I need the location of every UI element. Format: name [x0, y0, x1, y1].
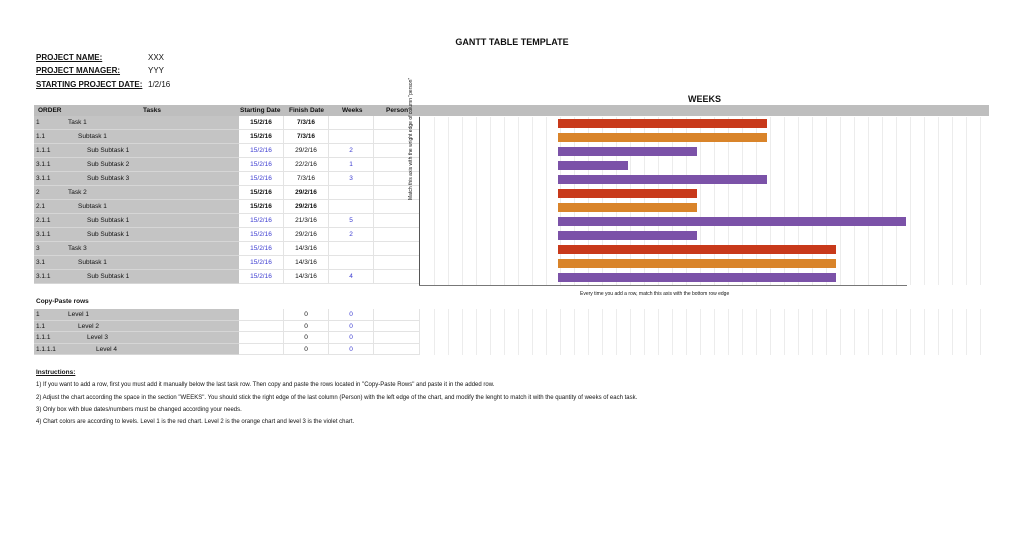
col-start: Starting Date — [240, 107, 281, 114]
grid-line — [952, 309, 953, 355]
gantt-bar-level-2[interactable] — [558, 133, 767, 142]
weeks-cell[interactable] — [329, 242, 374, 256]
row-task-name[interactable]: Sub Subtask 1 — [87, 273, 130, 280]
row-label-bg — [34, 228, 239, 242]
project-name-value[interactable]: XXX — [148, 53, 165, 62]
row-label-bg — [34, 116, 239, 130]
copy-paste-grid — [420, 309, 989, 355]
weeks-cell[interactable] — [329, 200, 374, 214]
row-order: 3 — [36, 245, 40, 252]
row-label-bg — [34, 158, 239, 172]
grid-line — [644, 309, 645, 355]
gantt-bar-level-1[interactable] — [558, 119, 767, 128]
row-order: 3.1.1 — [36, 175, 51, 182]
person-cell[interactable] — [374, 242, 420, 256]
grid-line — [714, 309, 715, 355]
row-order: 1.1.1 — [36, 334, 51, 341]
row-order: 3.1.1 — [36, 231, 51, 238]
weeks-cell[interactable] — [329, 116, 374, 130]
weeks-header-bar — [420, 105, 989, 116]
start-date-cell[interactable]: 15/2/16 — [239, 200, 284, 214]
grid-line — [938, 309, 939, 355]
grid-line — [798, 309, 799, 355]
table-row — [34, 116, 420, 130]
finish-date-cell: 7/3/16 — [284, 172, 329, 186]
weeks-cell[interactable]: 0 — [329, 321, 374, 333]
table-row — [34, 214, 420, 228]
grid-line — [854, 309, 855, 355]
start-date-value[interactable]: 1/2/16 — [148, 80, 171, 89]
row-label-bg — [34, 270, 239, 284]
weeks-cell[interactable]: 0 — [329, 309, 374, 321]
row-order: 1.1.1.1 — [36, 345, 56, 353]
weeks-cell[interactable]: 2 — [329, 144, 374, 158]
grid-line — [840, 309, 841, 355]
gantt-bar-level-3[interactable] — [558, 161, 628, 170]
grid-line — [896, 309, 897, 355]
copy-paste-row — [34, 332, 420, 344]
grid-line — [434, 309, 435, 355]
finish-date-cell: 0 — [284, 332, 329, 344]
gantt-bar-level-3[interactable] — [558, 147, 697, 156]
row-order: 2 — [36, 189, 40, 196]
weeks-cell[interactable] — [329, 256, 374, 270]
row-task-name[interactable]: Subtask 1 — [78, 259, 107, 266]
copy-paste-title: Copy-Paste rows — [36, 298, 89, 305]
task-table — [34, 105, 420, 284]
gantt-bar-level-3[interactable] — [558, 175, 767, 184]
grid-line — [546, 117, 547, 285]
grid-line — [868, 309, 869, 355]
person-cell[interactable] — [374, 332, 420, 344]
row-label-bg — [34, 321, 239, 333]
grid-line — [462, 309, 463, 355]
row-label-bg — [34, 144, 239, 158]
weeks-cell[interactable] — [329, 130, 374, 144]
grid-line — [882, 309, 883, 355]
copy-paste-row — [34, 344, 420, 356]
bottom-axis-note: Every time you add a row, match this axis with the bottom row edge — [580, 291, 730, 297]
finish-date-cell: 29/2/16 — [284, 186, 329, 200]
person-cell[interactable] — [374, 214, 420, 228]
copy-paste-row — [34, 309, 420, 321]
row-task-name[interactable]: Sub Subtask 2 — [87, 161, 130, 168]
grid-line — [490, 309, 491, 355]
row-label-bg — [34, 130, 239, 144]
row-task-name[interactable]: Sub Subtask 1 — [87, 231, 130, 238]
gantt-bar-level-2[interactable] — [558, 259, 836, 268]
col-person: Person — [386, 107, 409, 114]
grid-line — [770, 309, 771, 355]
finish-date-cell: 14/3/16 — [284, 256, 329, 270]
start-date-cell[interactable]: 15/2/16 — [239, 214, 284, 228]
finish-date-cell: 14/3/16 — [284, 242, 329, 256]
row-task-name[interactable]: Task 2 — [68, 189, 87, 196]
table-header — [34, 105, 420, 116]
weeks-cell[interactable]: 5 — [329, 214, 374, 228]
start-date-cell[interactable]: 15/2/16 — [239, 144, 284, 158]
start-date-cell[interactable] — [239, 321, 284, 333]
grid-line — [980, 117, 981, 285]
row-order: 1.1 — [36, 322, 46, 330]
grid-line — [532, 309, 533, 355]
finish-date-cell: 14/3/16 — [284, 270, 329, 284]
row-order: 3.1.1 — [36, 161, 51, 168]
grid-line — [910, 117, 911, 285]
grid-line — [602, 309, 603, 355]
col-weeks: Weeks — [342, 107, 363, 114]
grid-line — [518, 117, 519, 285]
row-order: 1 — [36, 311, 40, 318]
grid-line — [686, 309, 687, 355]
row-label-bg — [34, 344, 239, 356]
grid-line — [448, 309, 449, 355]
row-order: 3.1.1 — [36, 273, 51, 280]
weeks-cell[interactable]: 3 — [329, 172, 374, 186]
grid-line — [840, 117, 841, 285]
chart-horizontal-axis — [419, 285, 907, 286]
row-label-bg — [34, 242, 239, 256]
gantt-bar-level-1[interactable] — [558, 245, 836, 254]
start-date-cell[interactable] — [239, 332, 284, 344]
grid-line — [812, 309, 813, 355]
grid-line — [630, 309, 631, 355]
person-cell[interactable] — [374, 200, 420, 214]
row-task-name[interactable]: Sub Subtask 1 — [87, 147, 130, 154]
table-row — [34, 228, 420, 242]
row-task-name[interactable]: Level 1 — [68, 311, 89, 318]
grid-line — [854, 117, 855, 285]
grid-line — [518, 309, 519, 355]
person-cell[interactable] — [374, 344, 420, 356]
start-date-cell[interactable]: 15/2/16 — [239, 158, 284, 172]
grid-line — [826, 309, 827, 355]
row-order: 2.1 — [36, 203, 46, 210]
finish-date-cell: 0 — [284, 321, 329, 333]
start-date-cell[interactable]: 15/2/16 — [239, 130, 284, 144]
instruction-4: 4) Chart colors are according to levels. Level 1 is the red chart. Level 2 is the orange chart and level 3 is the violet chart. — [36, 419, 355, 425]
grid-line — [532, 117, 533, 285]
copy-paste-row — [34, 321, 420, 333]
grid-line — [700, 309, 701, 355]
grid-line — [938, 117, 939, 285]
row-label-bg — [34, 186, 239, 200]
table-row — [34, 270, 420, 284]
gantt-bar-level-3[interactable] — [558, 273, 836, 282]
grid-line — [588, 309, 589, 355]
weeks-cell[interactable]: 1 — [329, 158, 374, 172]
row-order: 1.1 — [36, 133, 46, 140]
instruction-3: 3) Only box with blue dates/numbers must be changed according your needs. — [36, 407, 242, 413]
row-order: 2.1.1 — [36, 217, 51, 224]
row-order: 3.1 — [36, 259, 46, 266]
grid-line — [546, 309, 547, 355]
finish-date-cell: 7/3/16 — [284, 130, 329, 144]
grid-line — [924, 117, 925, 285]
grid-line — [924, 309, 925, 355]
finish-date-cell: 0 — [284, 309, 329, 321]
weeks-cell[interactable]: 0 — [329, 332, 374, 344]
finish-date-cell: 0 — [284, 344, 329, 356]
start-date-cell[interactable]: 15/2/16 — [239, 228, 284, 242]
col-order: ORDER — [38, 107, 62, 114]
instruction-1: 1) If you want to add a row, first you must add it manually below the last task row. Then copy and paste the rows located in "Copy-Paste Rows" and paste it in the added row. — [36, 382, 495, 388]
table-row — [34, 256, 420, 270]
grid-line — [980, 309, 981, 355]
person-cell[interactable] — [374, 270, 420, 284]
row-label-bg — [34, 332, 239, 344]
finish-date-cell: 21/3/16 — [284, 214, 329, 228]
finish-date-cell: 22/2/16 — [284, 158, 329, 172]
instruction-2: 2) Adjust the chart according the space in the section "WEEKS". You should stick the right edge of the last column (Person) with the left edge of the chart, and modify the lenght to match it with the quantity of weeks of each task. — [36, 395, 638, 401]
row-task-name[interactable]: Subtask 1 — [78, 203, 107, 210]
gantt-chart — [420, 117, 989, 285]
row-task-name[interactable]: Sub Subtask 3 — [87, 175, 130, 182]
project-name-label: PROJECT NAME: — [36, 53, 103, 62]
person-cell[interactable] — [374, 321, 420, 333]
gantt-bar-level-3[interactable] — [558, 231, 697, 240]
col-finish: Finish Date — [289, 107, 325, 114]
grid-line — [910, 309, 911, 355]
table-row — [34, 144, 420, 158]
table-row — [34, 200, 420, 214]
start-date-cell[interactable]: 15/2/16 — [239, 270, 284, 284]
vertical-axis-note: Match this axis with the wright edge of column "person" — [408, 77, 414, 200]
grid-line — [966, 309, 967, 355]
row-order: 1 — [36, 119, 40, 126]
start-date-cell[interactable]: 15/2/16 — [239, 186, 284, 200]
row-task-name[interactable]: Task 1 — [68, 119, 87, 126]
gantt-bar-level-2[interactable] — [558, 203, 697, 212]
table-row — [34, 186, 420, 200]
weeks-cell[interactable] — [329, 186, 374, 200]
row-task-name[interactable]: Level 4 — [96, 345, 117, 353]
grid-line — [616, 309, 617, 355]
grid-line — [476, 309, 477, 355]
person-cell[interactable] — [374, 309, 420, 321]
grid-line — [868, 117, 869, 285]
row-task-name[interactable]: Level 3 — [87, 334, 108, 341]
grid-line — [784, 309, 785, 355]
finish-date-cell: 29/2/16 — [284, 200, 329, 214]
gantt-bar-level-1[interactable] — [558, 189, 697, 198]
row-label-bg — [34, 256, 239, 270]
person-cell[interactable] — [374, 228, 420, 242]
start-date-cell[interactable]: 15/2/16 — [239, 256, 284, 270]
grid-line — [476, 117, 477, 285]
finish-date-cell: 29/2/16 — [284, 144, 329, 158]
row-label-bg — [34, 214, 239, 228]
instructions-title: Instructions: — [36, 369, 76, 376]
finish-date-cell: 7/3/16 — [284, 116, 329, 130]
start-date-label: STARTING PROJECT DATE: — [36, 80, 143, 89]
copy-paste-table — [34, 309, 420, 355]
start-date-cell[interactable] — [239, 309, 284, 321]
grid-line — [490, 117, 491, 285]
chart-vertical-axis — [419, 117, 420, 285]
row-label-bg — [34, 309, 239, 321]
grid-line — [952, 117, 953, 285]
row-task-name[interactable]: Level 2 — [78, 322, 99, 330]
row-task-name[interactable]: Subtask 1 — [78, 133, 107, 140]
start-date-cell[interactable]: 15/2/16 — [239, 242, 284, 256]
grid-line — [434, 117, 435, 285]
page-title: GANTT TABLE TEMPLATE — [455, 37, 569, 47]
row-task-name[interactable]: Sub Subtask 1 — [87, 217, 130, 224]
weeks-cell[interactable]: 0 — [329, 344, 374, 356]
start-date-cell[interactable]: 15/2/16 — [239, 172, 284, 186]
col-tasks: Tasks — [143, 107, 161, 114]
table-row — [34, 172, 420, 186]
row-label-bg — [34, 200, 239, 214]
gantt-bar-level-3[interactable] — [558, 217, 906, 226]
project-manager-value[interactable]: YYY — [148, 66, 165, 75]
person-cell[interactable] — [374, 256, 420, 270]
row-order: 1.1.1 — [36, 147, 51, 154]
finish-date-cell: 29/2/16 — [284, 228, 329, 242]
grid-line — [574, 309, 575, 355]
grid-line — [658, 309, 659, 355]
table-row — [34, 242, 420, 256]
grid-line — [560, 309, 561, 355]
project-manager-label: PROJECT MANAGER: — [36, 66, 121, 75]
grid-line — [672, 309, 673, 355]
table-row — [34, 130, 420, 144]
grid-line — [756, 309, 757, 355]
weeks-title: WEEKS — [688, 94, 722, 104]
grid-line — [462, 117, 463, 285]
grid-line — [882, 117, 883, 285]
grid-line — [728, 309, 729, 355]
weeks-cell[interactable]: 4 — [329, 270, 374, 284]
row-label-bg — [34, 172, 239, 186]
start-date-cell[interactable] — [239, 344, 284, 356]
table-row — [34, 158, 420, 172]
grid-line — [896, 117, 897, 285]
grid-line — [742, 309, 743, 355]
weeks-cell[interactable]: 2 — [329, 228, 374, 242]
grid-line — [448, 117, 449, 285]
grid-line — [504, 117, 505, 285]
grid-line — [966, 117, 967, 285]
row-task-name[interactable]: Task 3 — [68, 245, 87, 252]
start-date-cell[interactable]: 15/2/16 — [239, 116, 284, 130]
grid-line — [504, 309, 505, 355]
